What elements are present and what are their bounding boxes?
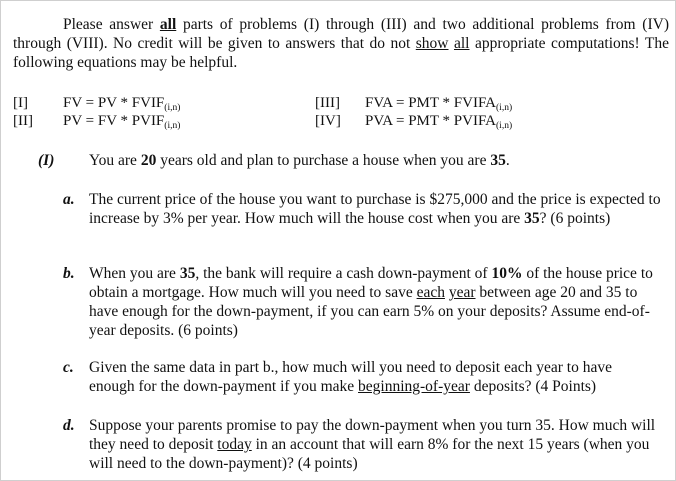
equation-subscript: (i,n) — [496, 121, 513, 131]
equation-formula: PVA = PMT * PVIFA — [365, 113, 497, 129]
emphasis-all-2: all — [453, 35, 470, 52]
part-d-text — [89, 416, 661, 473]
part-emphasis: 10% — [491, 265, 523, 282]
part-underline: today — [217, 436, 252, 453]
part-emphasis: 35 — [524, 210, 540, 227]
instructions-text: Please answer — [63, 16, 160, 33]
part-text: ? (6 points) — [539, 210, 611, 227]
equation-III — [315, 94, 512, 113]
equation-subscript: (i,n) — [164, 121, 181, 131]
equation-formula: FV = PV * FVIF — [63, 95, 165, 111]
problem-age-now: 20 — [140, 152, 157, 169]
part-b-text — [89, 264, 661, 340]
problem-text: You are — [89, 152, 141, 169]
part-d-label: d. — [63, 417, 75, 434]
problem-text: years old and plan to purchase a house when you are — [156, 152, 491, 169]
part-underline: each — [416, 284, 445, 301]
part-b-label: b. — [63, 265, 75, 282]
emphasis-all: all — [159, 16, 177, 33]
equation-subscript: (i,n) — [164, 103, 181, 113]
problem-age-purchase: 35 — [490, 152, 506, 169]
part-underline: year — [448, 284, 476, 301]
part-text: Given the same data in part b., how much will you need to deposit each year to have enough for the down-payment if you make — [89, 359, 612, 395]
instructions-text: parts of problems (I) through (III) and two additional problems from (IV) through (VIII). No credit will be given to answers that do not — [13, 16, 669, 52]
part-text: of the house price to obtain a mortgage. How much will you need to save — [89, 265, 653, 301]
emphasis-show: show — [415, 35, 449, 52]
equation-I — [13, 94, 180, 113]
part-a-label: a. — [63, 191, 75, 208]
part-text: The current price of the house you want to purchase is $275,000 and the price is expected to increase by 3% per year. How much will the house cost when you are — [89, 191, 661, 227]
part-text: Suppose your parents promise to pay the down-payment when you turn 35. How much will they need to deposit — [89, 417, 656, 453]
part-text: in an account that will earn 8% for the next 15 years (when you will need to the down-payment)? (4 points) — [89, 436, 650, 472]
equation-II — [13, 112, 180, 131]
part-text: between age 20 and 35 to have enough for the down-payment, if you can earn 5% on your deposits? Assume end-of-year deposits. (6 points) — [89, 284, 650, 339]
equation-IV — [315, 112, 512, 131]
part-text: When you are — [89, 265, 180, 282]
equation-formula: PV = FV * PVIF — [63, 113, 165, 129]
problem-I-text — [89, 151, 510, 170]
part-text: , the bank will require a cash down-payment of — [195, 265, 492, 282]
part-a-text — [89, 190, 661, 228]
instructions-text: appropriate computations! The following equations may be helpful. — [13, 35, 669, 71]
equation-number: [I] — [13, 95, 28, 111]
part-c-label: c. — [63, 359, 74, 376]
part-underline: beginning-of-year — [358, 378, 470, 395]
instructions-paragraph — [13, 15, 669, 72]
problem-I-label: (I) — [38, 152, 55, 169]
equation-number: [IV] — [315, 113, 341, 129]
equation-number: [III] — [315, 95, 340, 111]
part-text: deposits? (4 Points) — [469, 378, 597, 395]
equation-number: [II] — [13, 113, 33, 129]
problem-text: . — [505, 152, 510, 169]
equation-subscript: (i,n) — [496, 103, 513, 113]
equation-formula: FVA = PMT * FVIFA — [365, 95, 497, 111]
part-c-text — [89, 358, 661, 396]
part-emphasis: 35 — [179, 265, 196, 282]
